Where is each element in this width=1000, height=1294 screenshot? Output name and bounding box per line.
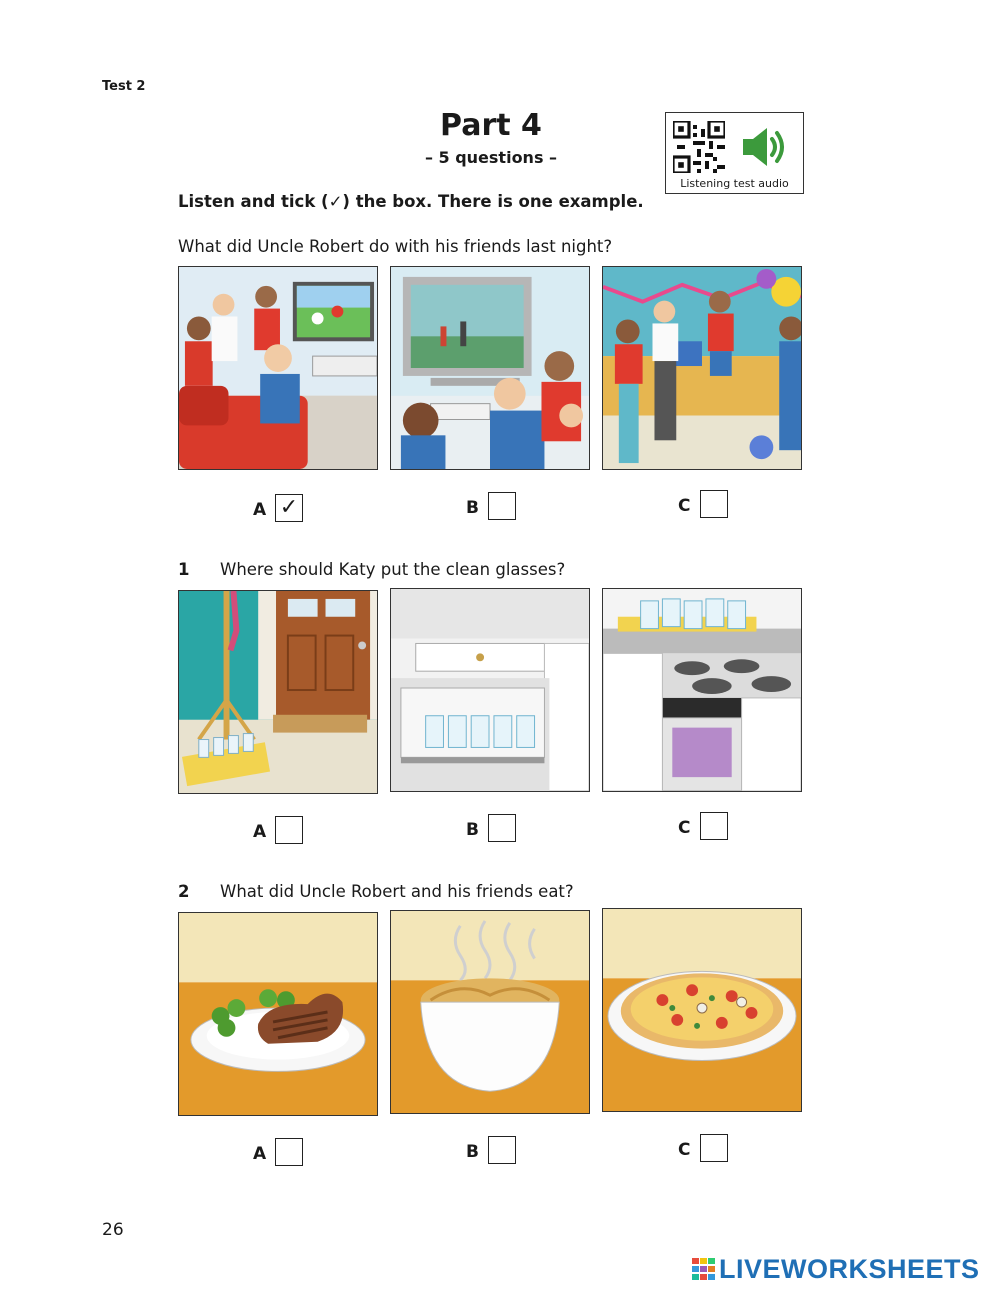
tick-box[interactable] [700, 812, 728, 840]
liveworksheets-wordmark: LIVEWORKSHEETS [719, 1254, 980, 1284]
audio-link[interactable] [665, 112, 804, 194]
picture-example-b-playing-video-games[interactable] [390, 266, 590, 470]
page-number: 26 [102, 1220, 124, 1240]
audio-label: Listening test audio [680, 177, 789, 190]
qr-code-icon [673, 121, 725, 173]
part-title: Part 4 [440, 108, 542, 143]
instruction: Listen and tick (✓) the box. There is one example. [178, 192, 644, 211]
liveworksheets-logo-icon [692, 1258, 716, 1280]
part-subtitle: – 5 questions – [424, 148, 558, 167]
question-text: Where should Katy put the clean glasses? [220, 560, 566, 579]
tick-box[interactable] [488, 814, 516, 842]
picture-q1-b-in-cupboard[interactable] [390, 588, 590, 792]
tick-box[interactable] [488, 1136, 516, 1164]
picture-q1-c-on-cooker[interactable] [602, 588, 802, 792]
picture-q2-b-noodles[interactable] [390, 910, 590, 1114]
tick-box[interactable] [700, 490, 728, 518]
picture-q1-a-hall-by-door[interactable] [178, 590, 378, 794]
question-text: What did Uncle Robert and his friends eat? [220, 882, 574, 901]
question-number: 2 [178, 882, 190, 901]
picture-q2-c-pizza[interactable] [602, 908, 802, 1112]
picture-example-c-party[interactable] [602, 266, 802, 470]
tick-box[interactable]: ✓ [275, 494, 303, 522]
picture-example-a-watching-football[interactable] [178, 266, 378, 470]
question-number: 1 [178, 560, 190, 579]
question-text: What did Uncle Robert do with his friends last night? [178, 237, 613, 256]
tick-box[interactable] [488, 492, 516, 520]
tick-box[interactable] [275, 816, 303, 844]
tick-box[interactable] [275, 1138, 303, 1166]
speaker-icon [741, 125, 789, 169]
test-label: Test 2 [102, 79, 146, 94]
picture-q2-a-steak-and-peas[interactable] [178, 912, 378, 1116]
tick-box[interactable] [700, 1134, 728, 1162]
